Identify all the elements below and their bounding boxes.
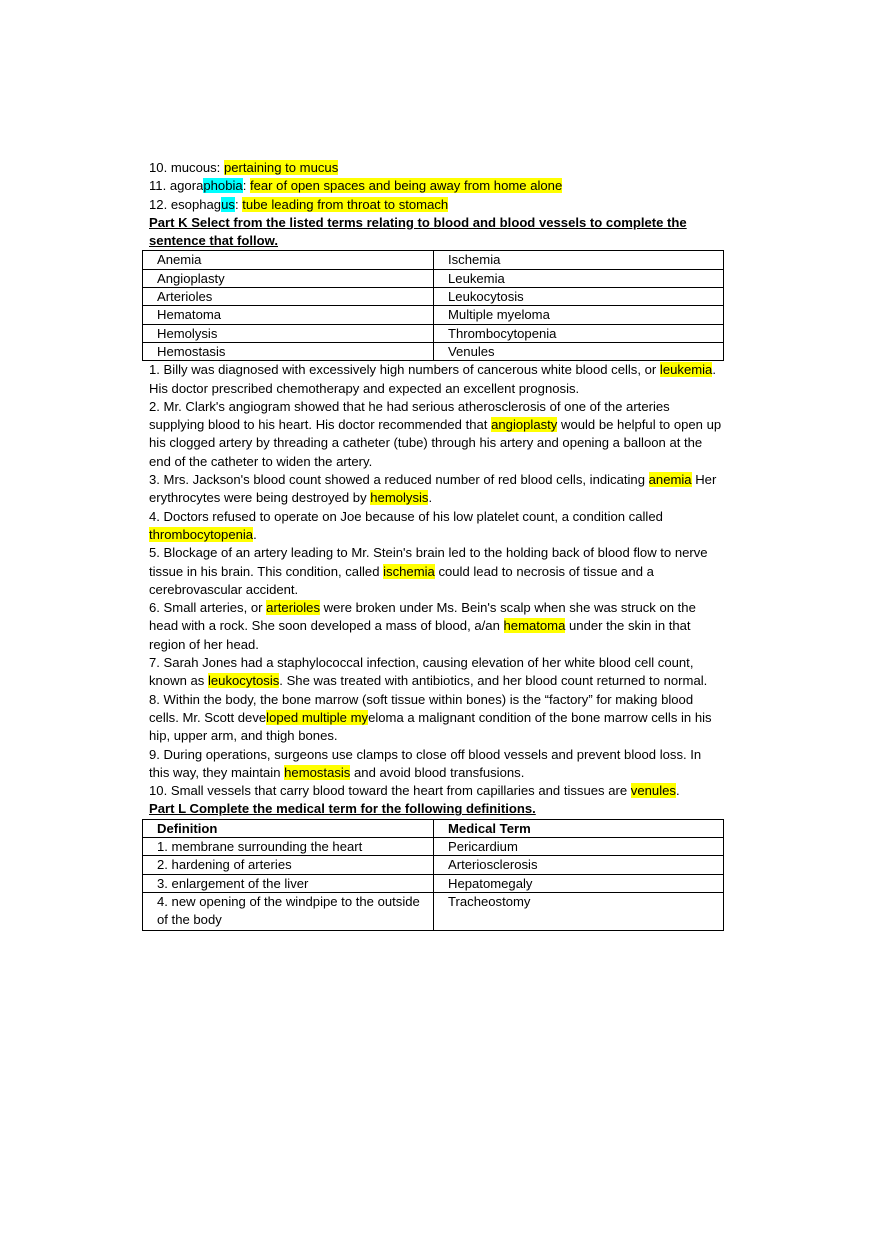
answer-highlight: hemostasis — [284, 764, 351, 780]
sentence-text: 7. Sarah Jones had a staphylococcal infection, causing elevation of her white blood cell count, known as — [149, 655, 694, 689]
answer-highlight: venules — [630, 783, 676, 799]
vocab-line-12 — [149, 196, 725, 214]
table-row — [143, 306, 724, 324]
sentence-10 — [149, 782, 725, 800]
table-row — [143, 874, 724, 892]
sentence-text: could lead to necrosis of tissue and a cerebrovascular accident. — [149, 563, 654, 597]
sentence-text: . — [675, 783, 680, 799]
table-header-row — [143, 819, 724, 837]
term-cell: Angioplasty — [143, 269, 434, 287]
sentence-text: would be helpful to open up his clogged artery by threading a catheter (tube) through his artery and opening a balloon at the end of the catheter to widen the artery. — [149, 417, 722, 469]
table-row — [143, 837, 724, 855]
answer-highlight: leukemia — [659, 362, 713, 378]
table-row — [143, 251, 724, 269]
answer-highlight: ischemia — [383, 563, 435, 579]
part-k-terms-table — [142, 250, 724, 361]
term-cell: Thrombocytopenia — [434, 324, 724, 342]
term-cell: Hemolysis — [143, 324, 434, 342]
table-row — [143, 342, 724, 360]
sentence-text: Her erythrocytes were being destroyed by — [149, 472, 717, 506]
sentence-text: were broken under Ms. Bein's scalp when she was struck on the head with a rock. She soon developed a mass of blood, a/an — [149, 600, 696, 634]
definition-cell: 1. membrane surrounding the heart — [143, 837, 434, 855]
sentence-text: . She was treated with antibiotics, and her blood count returned to normal. — [279, 673, 708, 689]
medical-term-cell: Hepatomegaly — [434, 874, 724, 892]
sentence-text: 6. Small arteries, or — [149, 600, 263, 616]
medical-term-cell: Pericardium — [434, 837, 724, 855]
sentence-text: 9. During operations, surgeons use clamps to close off blood vessels and prevent blood loss. In this way, they maintain — [149, 746, 702, 780]
sentence-9 — [149, 746, 725, 783]
term-cell: Anemia — [143, 251, 434, 269]
sentence-6 — [149, 599, 725, 654]
sentence-2 — [149, 398, 725, 471]
sentence-text: . — [253, 526, 257, 542]
vocab-definition: fear of open spaces and being away from home alone — [249, 178, 563, 194]
medical-term-cell: Tracheostomy — [434, 892, 724, 930]
sentence-text: . — [428, 490, 433, 506]
term-cell: Hematoma — [143, 306, 434, 324]
sentence-7 — [149, 654, 725, 691]
table-row — [143, 324, 724, 342]
vocab-term: 10. mucous: — [149, 160, 224, 175]
vocab-term: 11. agora — [149, 178, 204, 194]
vocab-suffix: us — [221, 196, 235, 212]
vocab-definition: pertaining to mucus — [223, 160, 339, 175]
definition-cell: 3. enlargement of the liver — [143, 874, 434, 892]
table-row — [143, 269, 724, 287]
sentence-text: 8. Within the body, the bone marrow (soft tissue within bones) is the “factory” for making blood cells. Mr. Scott deve — [149, 691, 694, 725]
vocab-line-11 — [149, 177, 725, 195]
sentence-8 — [149, 691, 725, 746]
sentence-text: under the skin in that region of her head. — [149, 618, 691, 652]
term-cell: Leukocytosis — [434, 288, 724, 306]
answer-highlight: anemia — [648, 472, 692, 488]
sentence-text: . His doctor prescribed chemotherapy and expected an excellent prognosis. — [149, 362, 716, 396]
part-l-table — [142, 819, 724, 931]
answer-highlight: hemolysis — [370, 490, 429, 506]
vocab-term: 12. esophag — [149, 196, 222, 212]
term-cell: Hemostasis — [143, 342, 434, 360]
sentence-text: eloma a malignant condition of the bone marrow cells in his hip, upper arm, and thigh bones. — [149, 709, 712, 744]
term-cell: Arterioles — [143, 288, 434, 306]
part-k-heading: Part K Select from the listed terms relating to blood and blood vessels to complete the sentence that follow. — [149, 214, 687, 249]
vocab-colon: : — [242, 178, 250, 194]
sentence-text: 10. Small vessels that carry blood toward the heart from capillaries and tissues are — [149, 783, 628, 799]
sentence-text: 3. Mrs. Jackson's blood count showed a reduced number of red blood cells, indicating — [149, 472, 645, 488]
vocab-definition: tube leading from throat to stomach — [242, 196, 449, 212]
table-row — [143, 288, 724, 306]
sentence-text: and avoid blood transfusions. — [354, 764, 525, 780]
sentence-5 — [149, 544, 725, 599]
document-page — [149, 159, 725, 931]
vocab-colon: : — [234, 196, 243, 212]
medical-term-cell: Arteriosclerosis — [434, 856, 724, 874]
term-cell: Leukemia — [434, 269, 724, 287]
answer-highlight: hematoma — [503, 618, 566, 634]
answer-highlight: leukocytosis — [207, 673, 280, 689]
sentence-1 — [149, 361, 725, 398]
definition-cell: 2. hardening of arteries — [143, 856, 434, 874]
sentence-text: 2. Mr. Clark's angiogram showed that he had serious atherosclerosis of one of the arteries supplying blood to his heart. His doctor recommended that — [149, 398, 670, 433]
definition-cell: 4. new opening of the windpipe to the outside of the body — [143, 892, 434, 930]
column-header-medical-term: Medical Term — [434, 819, 724, 837]
table-row — [143, 856, 724, 874]
answer-highlight: angioplasty — [491, 417, 558, 433]
term-cell: Venules — [434, 342, 724, 360]
sentence-text: 5. Blockage of an artery leading to Mr. Stein's brain led to the holding back of blood flow to nerve tissue in his brain. This condition, called — [149, 545, 708, 579]
answer-highlight: arterioles — [266, 600, 321, 616]
answer-highlight: loped multiple my — [266, 709, 369, 725]
answer-highlight: thrombocytopenia — [149, 526, 254, 542]
part-l-heading: Part L Complete the medical term for the following definitions. — [149, 801, 536, 817]
table-row — [143, 892, 724, 930]
vocab-suffix: phobia — [203, 178, 243, 194]
term-cell: Multiple myeloma — [434, 306, 724, 324]
column-header-definition: Definition — [143, 819, 434, 837]
term-cell: Ischemia — [434, 251, 724, 269]
sentence-3 — [149, 471, 725, 508]
sentence-text: 1. Billy was diagnosed with excessively high numbers of cancerous white blood cells, or — [149, 362, 657, 378]
sentence-4 — [149, 508, 725, 545]
sentence-text: 4. Doctors refused to operate on Joe because of his low platelet count, a condition called — [149, 508, 663, 524]
vocab-line-10 — [149, 159, 725, 177]
